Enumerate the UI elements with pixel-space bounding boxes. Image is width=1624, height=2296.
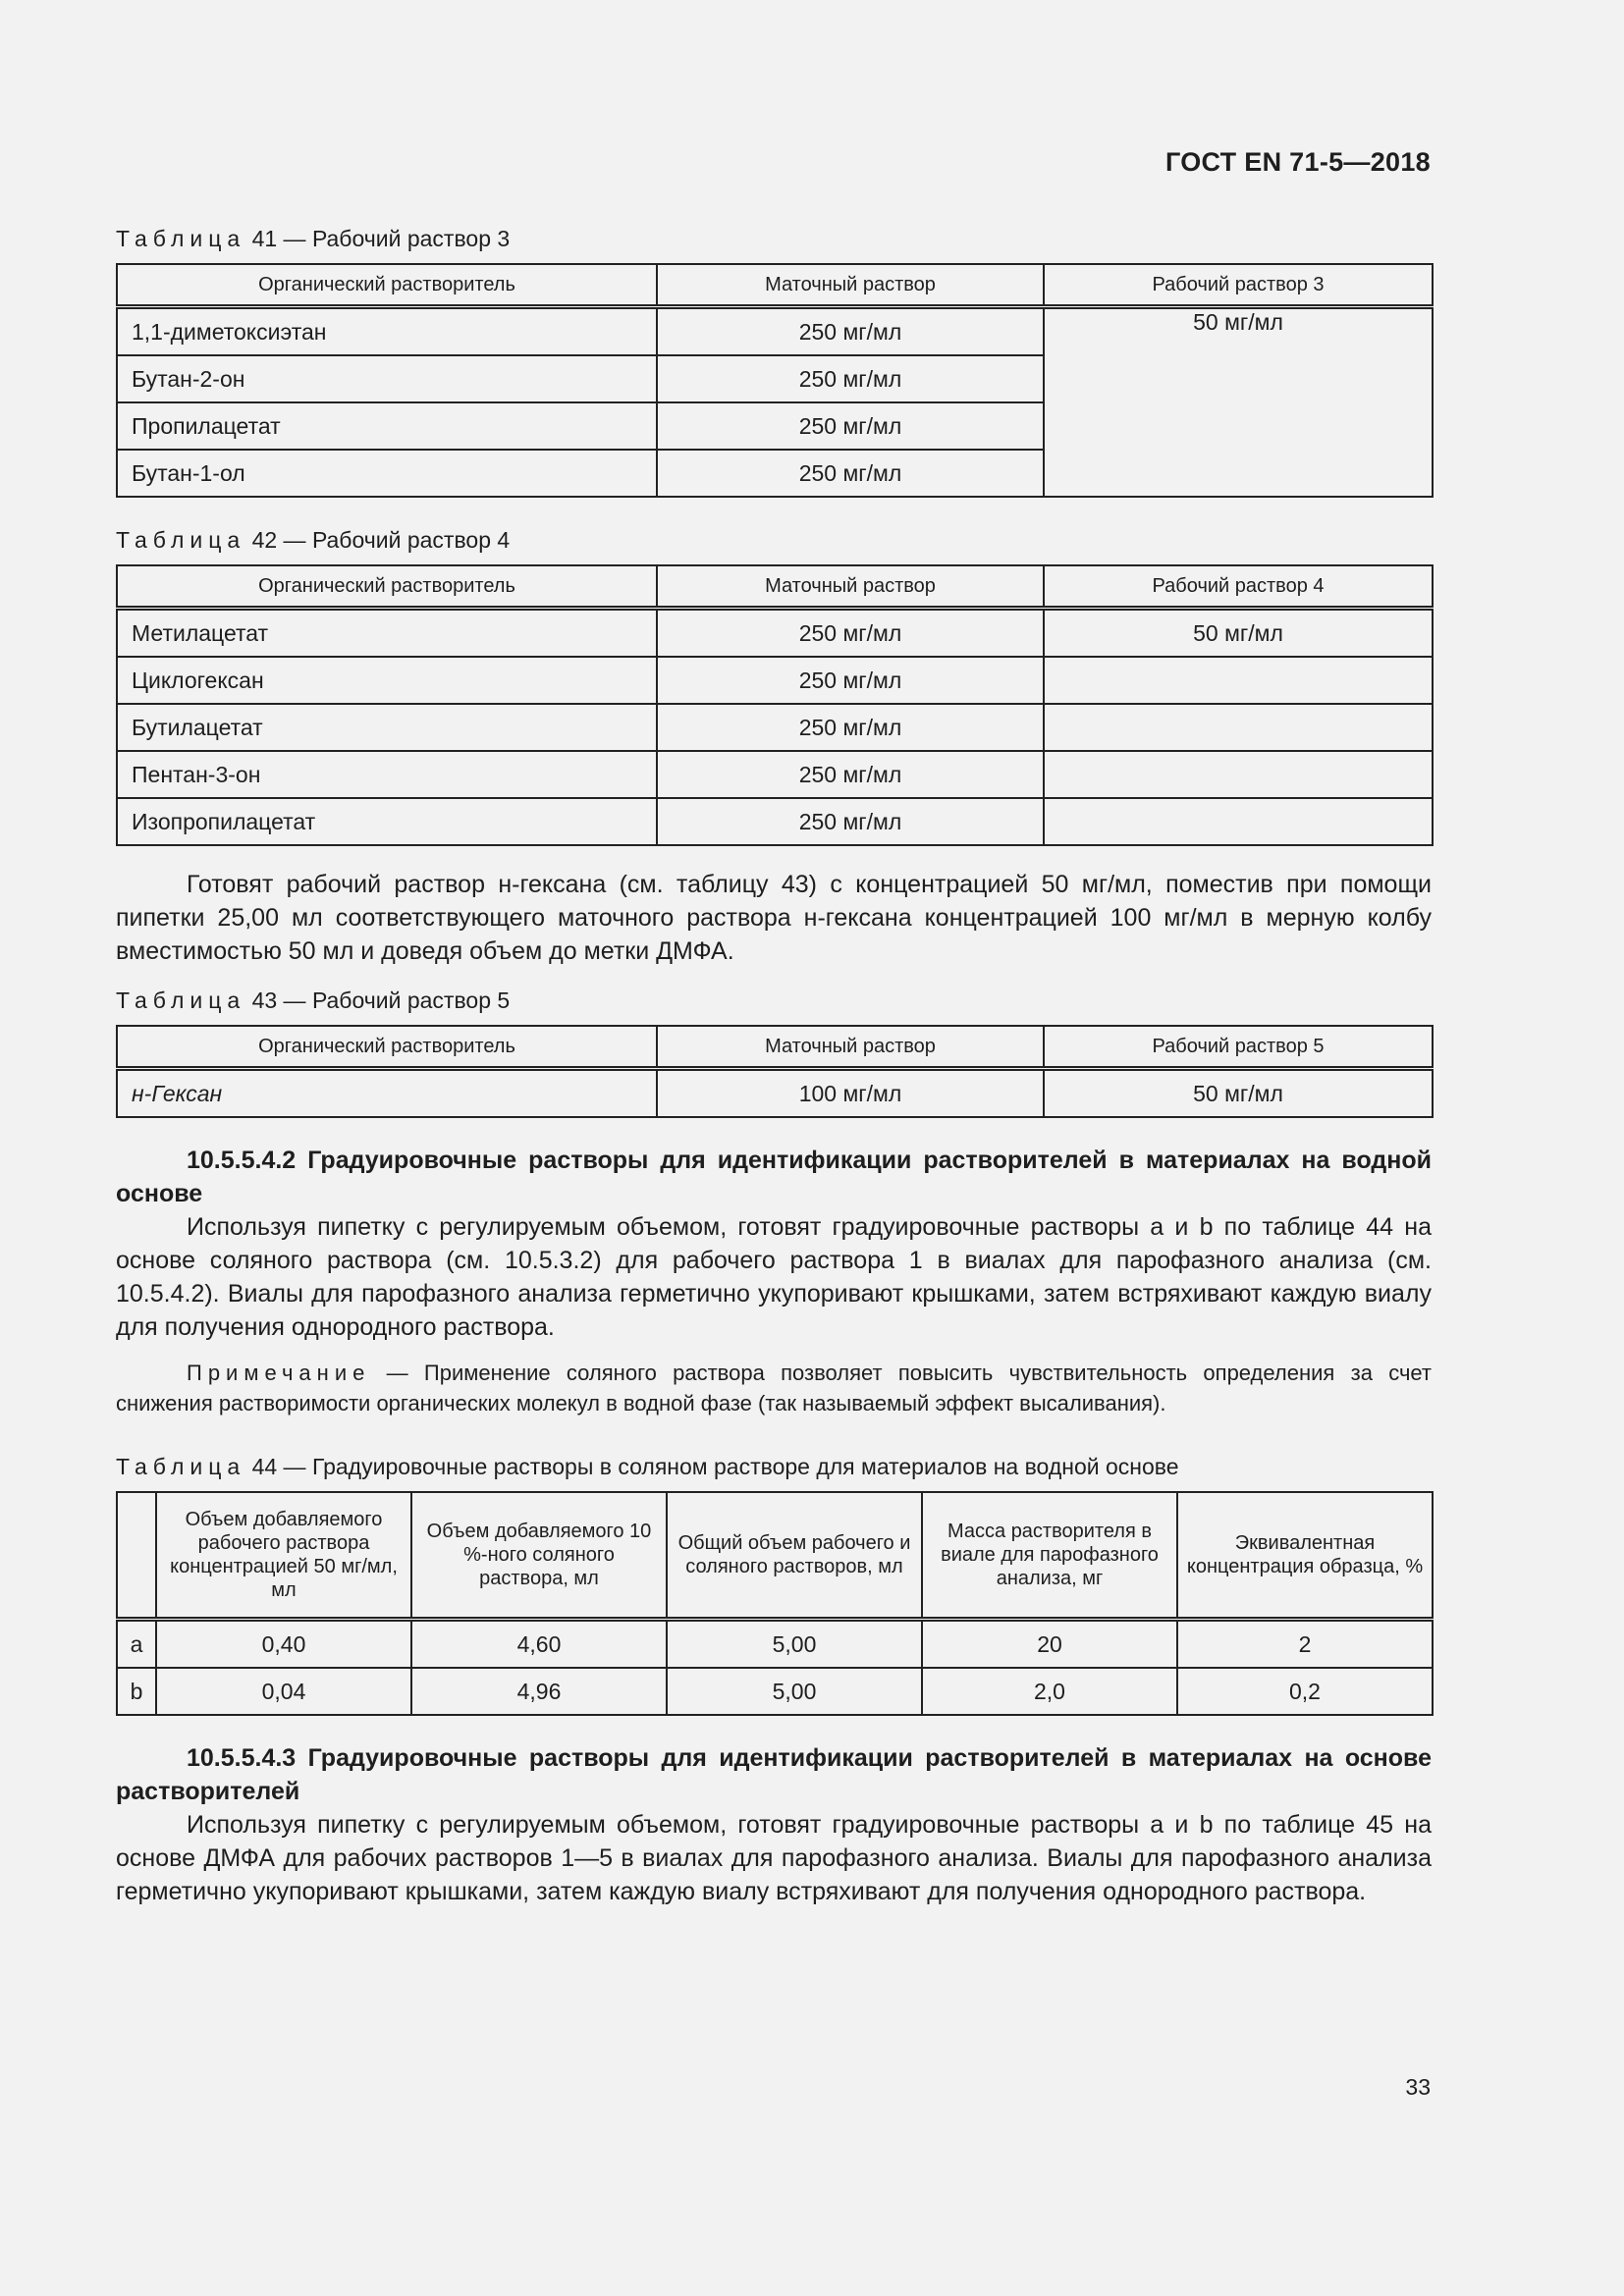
working-solution-cell: 50 мг/мл (1044, 1069, 1433, 1118)
table-header-cell: Органический растворитель (117, 565, 657, 609)
row-label-cell: a (117, 1620, 156, 1669)
table44-caption-title: 44 — Градуировочные растворы в соляном растворе для материалов на водной основе (245, 1454, 1179, 1479)
solvent-cell: Изопропилацетат (117, 798, 657, 845)
page-number: 33 (1405, 2074, 1431, 2100)
table-cell: 2,0 (922, 1668, 1177, 1715)
row-label-cell: b (117, 1668, 156, 1715)
paragraph-hexane: Готовят рабочий раствор н-гексана (см. таблицу 43) с концентрацией 50 мг/мл, поместив при помощи пипетки 25,00 мл соответствующего маточного раствора н-гексана концентрацией 100 мг/мл в мерную колбу вместимостью 50 мл и доведя объем до метки ДМФА. (116, 871, 1432, 965)
table-cell: 0,2 (1177, 1668, 1433, 1715)
table-header-row (117, 565, 1433, 609)
table-header-cell: Маточный раствор (657, 565, 1044, 609)
table-cell: 20 (922, 1620, 1177, 1669)
table-header-cell: Масса растворителя в виале для парофазного анализа, мг (922, 1492, 1177, 1620)
table41-caption-title: 41 — Рабочий раствор 3 (245, 226, 511, 251)
table-cell: 4,96 (411, 1668, 667, 1715)
solvent-cell: Бутан-2-он (117, 355, 657, 402)
table41-caption-word: Таблица (116, 226, 246, 251)
table-cell: 5,00 (667, 1620, 922, 1669)
table-42 (116, 564, 1434, 846)
table42-caption-title: 42 — Рабочий раствор 4 (245, 527, 511, 553)
note-text: — Применение соляного раствора позволяет повысить чувствительность определения за счет снижения растворимости органических молекул в водной фазе (так называемый эффект высаливания). (116, 1361, 1432, 1415)
table-cell: 2 (1177, 1620, 1433, 1669)
table-cell: 0,40 (156, 1620, 411, 1669)
table-header-row (117, 264, 1433, 307)
working-solution-cell: 50 мг/мл (1044, 307, 1433, 498)
table-header-cell: Маточный раствор (657, 1026, 1044, 1069)
table44-caption (116, 1452, 1432, 1481)
stock-cell: 250 мг/мл (657, 751, 1044, 798)
working-solution-cell (1044, 704, 1433, 751)
solvent-cell: н-Гексан (117, 1069, 657, 1118)
table-cell: 4,60 (411, 1620, 667, 1669)
section-text-10-5-5-4-3: Используя пипетку с регулируемым объемом, готовят градуировочные растворы a и b по таблице 45 на основе ДМФА для рабочих растворов 1—5 в виалах для парофазного анализа. Виалы для парофазного анализа герметично укупоривают крышками, затем каждую виалу встряхивают для получения однородного раствора. (116, 1811, 1432, 1905)
table-row (117, 798, 1433, 845)
table43-caption (116, 986, 1432, 1015)
stock-cell: 250 мг/мл (657, 402, 1044, 450)
table-header-cell: Органический растворитель (117, 264, 657, 307)
stock-cell: 250 мг/мл (657, 307, 1044, 356)
stock-cell: 250 мг/мл (657, 450, 1044, 497)
table43-caption-title: 43 — Рабочий раствор 5 (245, 988, 511, 1013)
table41-caption (116, 224, 1432, 253)
document-id: ГОСТ EN 71-5—2018 (1165, 147, 1431, 177)
table-row (117, 657, 1433, 704)
table-cell: 5,00 (667, 1668, 922, 1715)
table-header-row (117, 1026, 1433, 1069)
table-header-cell: Маточный раствор (657, 264, 1044, 307)
table-row (117, 1069, 1433, 1118)
section-text-10-5-5-4-2: Используя пипетку с регулируемым объемом, готовят градуировочные растворы a и b по таблице 44 на основе соляного раствора (см. 10.5.3.2) для рабочего раствора 1 в виалах для парофазного анализа (см. 10.5.4.2). Виалы для парофазного анализа герметично укупоривают крышками, затем встряхивают каждую виалу для получения однородного раствора. (116, 1213, 1432, 1341)
working-solution-cell: 50 мг/мл (1044, 609, 1433, 658)
table-row (117, 1668, 1433, 1715)
table-header-cell: Объем добавляемого 10 %-ного соляного раствора, мл (411, 1492, 667, 1620)
stock-cell: 250 мг/мл (657, 657, 1044, 704)
table-header-cell: Рабочий раствор 5 (1044, 1026, 1433, 1069)
table-header-cell: Объем добавляемого рабочего раствора концентрацией 50 мг/мл, мл (156, 1492, 411, 1620)
table-row (117, 704, 1433, 751)
table44-caption-word: Таблица (116, 1454, 246, 1479)
table-header-cell: Рабочий раствор 3 (1044, 264, 1433, 307)
table-header-cell: Общий объем рабочего и соляного растворов, мл (667, 1492, 922, 1620)
working-solution-cell (1044, 751, 1433, 798)
solvent-cell: Циклогексан (117, 657, 657, 704)
table-43 (116, 1025, 1434, 1118)
solvent-cell: Пропилацетат (117, 402, 657, 450)
working-solution-cell (1044, 657, 1433, 704)
table42-caption-word: Таблица (116, 527, 246, 553)
solvent-cell: 1,1-диметоксиэтан (117, 307, 657, 356)
table-row (117, 751, 1433, 798)
section-heading-10-5-5-4-2: 10.5.5.4.2 Градуировочные растворы для идентификации растворителей в материалах на водной основе (116, 1147, 1432, 1207)
table-header-cell: Органический растворитель (117, 1026, 657, 1069)
table-header-cell (117, 1492, 156, 1620)
table43-caption-word: Таблица (116, 988, 246, 1013)
section-heading-10-5-5-4-3: 10.5.5.4.3 Градуировочные растворы для идентификации растворителей в материалах на основе растворителей (116, 1744, 1432, 1805)
table-row (117, 609, 1433, 658)
stock-cell: 250 мг/мл (657, 704, 1044, 751)
solvent-cell: Бутилацетат (117, 704, 657, 751)
table-header-cell: Эквивалентная концентрация образца, % (1177, 1492, 1433, 1620)
table-row (117, 1620, 1433, 1669)
table-header-cell: Рабочий раствор 4 (1044, 565, 1433, 609)
table-41 (116, 263, 1434, 498)
table-header-row (117, 1492, 1433, 1620)
table-cell: 0,04 (156, 1668, 411, 1715)
working-solution-cell (1044, 798, 1433, 845)
note (116, 1358, 1432, 1418)
stock-cell: 250 мг/мл (657, 609, 1044, 658)
stock-cell: 250 мг/мл (657, 355, 1044, 402)
note-word: Примечание (187, 1361, 371, 1385)
stock-cell: 100 мг/мл (657, 1069, 1044, 1118)
solvent-cell: Метилацетат (117, 609, 657, 658)
table-row (117, 307, 1433, 356)
solvent-cell: Бутан-1-ол (117, 450, 657, 497)
solvent-cell: Пентан-3-он (117, 751, 657, 798)
table42-caption (116, 525, 1432, 555)
stock-cell: 250 мг/мл (657, 798, 1044, 845)
page-content (116, 224, 1432, 1908)
table-44 (116, 1491, 1434, 1716)
